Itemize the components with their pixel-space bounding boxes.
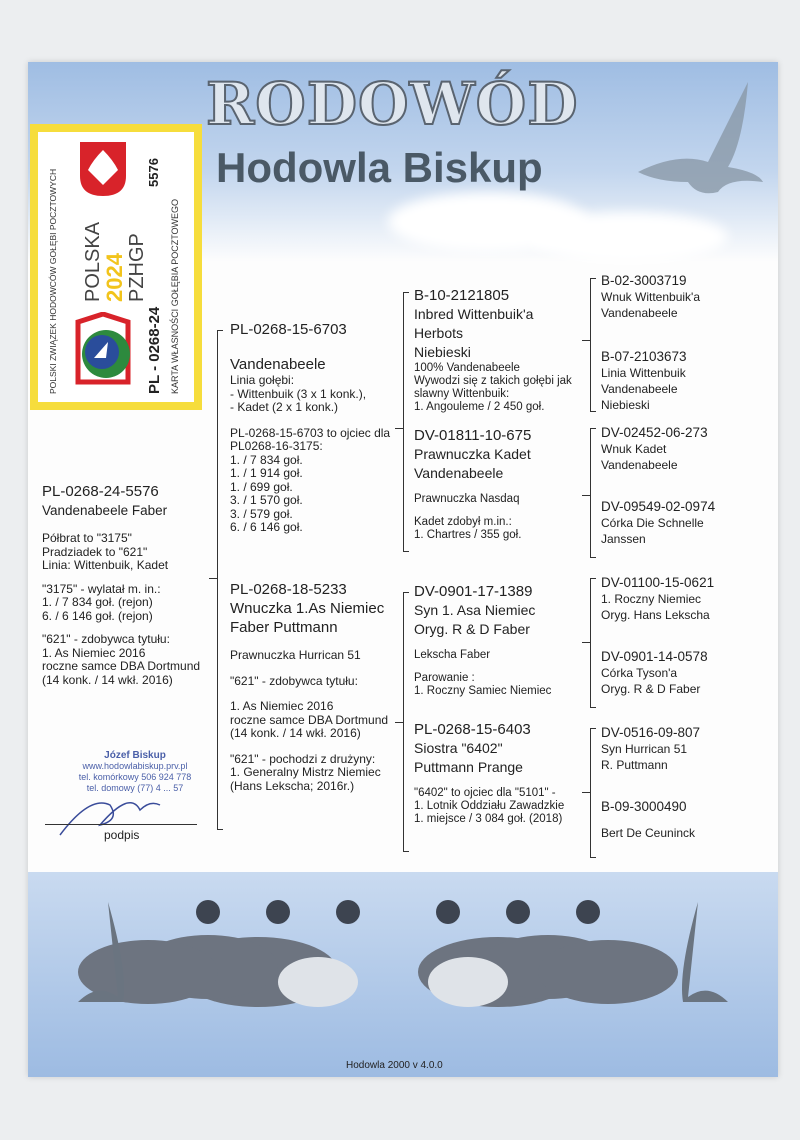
dam-note: Prawnuczka Hurrican 51 <box>230 648 361 662</box>
sire-note: 3. / 1 570 goł. <box>230 493 303 507</box>
sire-pigeon <box>230 320 390 535</box>
software-version: Hodowla 2000 v 4.0.0 <box>346 1060 443 1071</box>
connector <box>582 792 590 793</box>
dam-note: "621" - zdobywca tytułu: <box>230 673 358 688</box>
subject-note: roczne samce DBA Dortmund <box>42 659 201 673</box>
grandparent-note: Lekscha Faber <box>414 649 491 661</box>
great-grandparent-note: Vandenabeele <box>601 458 678 472</box>
signature-label: podpis <box>104 828 140 842</box>
great-grandparent-note: Niebieski <box>601 398 650 412</box>
great-grandparent <box>601 272 700 321</box>
eagle-emblem-icon <box>78 140 128 198</box>
grandparent-note: 1. miejsce / 3 084 goł. (2018) <box>414 813 563 825</box>
great-grandparent-note: Córka Die Schnelle <box>601 516 704 530</box>
subject-name: Vandenabeele Faber <box>42 503 168 518</box>
sire-name: Vandenabeele <box>230 356 326 373</box>
dam-ring: PL-0268-18-5233 <box>230 581 347 598</box>
grandparent-name: Siostra "6402" <box>414 740 503 756</box>
sire-note: Linia gołębi: <box>230 373 295 387</box>
bracket <box>590 428 596 558</box>
dam-note <box>230 741 388 753</box>
great-grandparent-note: Vandenabeele <box>601 306 678 320</box>
signature-line <box>45 824 197 825</box>
breeder-mobile: tel. komórkowy 506 924 778 <box>78 772 192 782</box>
grandparent-note: Wywodzi się z takich gołębi jak <box>414 375 572 387</box>
great-grandparent-ring: B-09-3000490 <box>601 799 687 814</box>
sire-ring: PL-0268-15-6703 <box>230 321 347 338</box>
dam-note: roczne samce DBA Dortmund <box>230 712 389 727</box>
connector <box>395 428 403 429</box>
great-grandparent-note: Oryg. R & D Faber <box>601 682 701 696</box>
grandparent-name: Herbots <box>414 325 464 341</box>
great-grandparent <box>601 724 700 773</box>
card-country: POLSKA <box>82 221 104 302</box>
dam-name: Wnuczka 1.As Niemiec <box>230 600 385 617</box>
great-grandparent-note: Wnuk Kadet <box>601 442 667 456</box>
sire-note: 1. / 699 goł. <box>230 479 293 494</box>
grandparent-note <box>414 777 564 787</box>
grandparent-note: 100% Vandenabeele <box>414 362 520 374</box>
grandparent-note: Parowanie : <box>414 672 475 684</box>
page-title: RODOWÓD <box>206 70 579 138</box>
bracket <box>590 278 596 412</box>
subject-note: 1. / 7 834 goł. (rejon) <box>42 595 153 609</box>
grandparent-name: Vandenabeele <box>414 465 504 481</box>
card-org: POLSKI ZWIĄZEK HODOWCÓW GOŁĘBI POCZTOWYCH <box>48 168 58 394</box>
loft-name: Hodowla Biskup <box>216 144 543 191</box>
parents-bracket <box>217 330 223 830</box>
subject-note: 6. / 6 146 goł. (rejon) <box>42 608 153 623</box>
dam-note: (14 konk. / 14 wkł. 2016) <box>230 726 361 740</box>
subject-note: 1. As Niemiec 2016 <box>42 645 146 660</box>
card-abbr: PZHGP <box>126 233 148 302</box>
great-grandparent <box>601 348 687 413</box>
great-grandparent-ring: DV-0516-09-807 <box>601 725 701 740</box>
card-caption: KARTA WŁASNOŚCI GOŁĘBIA POCZTOWEGO <box>170 198 180 394</box>
connector <box>582 340 590 341</box>
subject-note: "3175" - wylatał m. in.: <box>42 581 161 596</box>
bracket <box>590 728 596 858</box>
sire-note: PL-0268-15-6703 to ojciec dla <box>230 425 391 440</box>
subject-ring: PL-0268-24-5576 <box>42 483 159 500</box>
grandparent-name: Oryg. R & D Faber <box>414 621 530 637</box>
great-grandparent-note: Vandenabeele <box>601 382 678 396</box>
sire-note: - Kadet (2 x 1 konk.) <box>230 400 339 414</box>
dam-note: 1. As Niemiec 2016 <box>230 699 334 713</box>
grandparent-ring: DV-0901-17-1389 <box>414 583 533 600</box>
grandparent-ring: PL-0268-15-6403 <box>414 721 531 738</box>
subject-note: Linia: Wittenbuik, Kadet <box>42 558 169 572</box>
great-grandparent <box>601 424 708 473</box>
great-grandparent-note: Syn Hurrican 51 <box>601 742 688 756</box>
subject-pigeon <box>42 482 200 687</box>
grandparent-note: Kadet zdobył m.in.: <box>414 516 512 528</box>
dam-note: "621" - pochodzi z drużyny: <box>230 751 376 766</box>
grandparent-ring: B-10-2121805 <box>414 287 510 304</box>
card-number: 5576 <box>146 158 161 187</box>
grandparent-note <box>414 639 551 649</box>
dam-note: 1. Generalny Mistrz Niemiec <box>230 765 381 779</box>
great-grandparent-ring: B-07-2103673 <box>601 349 687 364</box>
pigeon-photo-band <box>28 872 778 1077</box>
sire-note <box>230 415 390 427</box>
grandparent-note: 1. Lotnik Oddziału Zawadzkie <box>414 800 565 812</box>
grandparent-name: Prawnuczka Kadet <box>414 446 531 462</box>
great-grandparent-note: Oryg. Hans Lekscha <box>601 608 710 622</box>
grandparent-name: Niebieski <box>414 344 471 360</box>
connector <box>209 578 217 579</box>
grandparent-note <box>414 483 531 493</box>
sire-parents-bracket <box>403 292 409 552</box>
grandparent-note <box>414 506 531 516</box>
card-year: 2024 <box>102 253 127 302</box>
great-grandparent-note: 1. Roczny Niemiec <box>601 592 702 606</box>
breeder-phone: tel. domowy (77) 4 ... 57 <box>86 783 184 793</box>
breeder-name: Józef Biskup <box>104 750 166 761</box>
subject-note: "621" - zdobywca tytułu: <box>42 632 170 646</box>
great-grandparent-ring: DV-02452-06-273 <box>601 425 708 440</box>
sire-name <box>230 339 390 355</box>
pzhgp-logo-icon <box>68 312 138 392</box>
bracket <box>590 578 596 708</box>
sire-note: 6. / 6 146 goł. <box>230 520 303 534</box>
subject-note: Półbrat to "3175" <box>42 531 132 545</box>
flying-pigeon-icon <box>618 72 768 212</box>
grandparent-note: 1. Roczny Samiec Niemiec <box>414 685 552 697</box>
great-grandparent-note: Janssen <box>601 532 646 546</box>
grandparent <box>414 426 531 542</box>
great-grandparent <box>601 798 695 841</box>
great-grandparent-note: R. Puttmann <box>601 758 668 772</box>
grandparent-note: 1. Angouleme / 2 450 goł. <box>414 401 545 413</box>
connector <box>582 495 590 496</box>
great-grandparent <box>601 498 715 547</box>
pigeons-illustration <box>28 872 778 1077</box>
grandparent <box>414 720 564 826</box>
great-grandparent <box>601 648 708 697</box>
dam-note: (Hans Lekscha; 2016r.) <box>230 778 355 793</box>
card-ring: PL - 0268-24 <box>146 306 163 394</box>
sire-note: 1. / 7 834 goł. <box>230 452 303 467</box>
great-grandparent-note: Córka Tyson'a <box>601 666 678 680</box>
dam-pigeon <box>230 580 388 793</box>
dam-name: Faber Puttmann <box>230 619 338 636</box>
subject-note: Pradziadek to "621" <box>42 544 148 559</box>
breeder-website[interactable]: www.hodowlabiskup.prv.pl <box>82 761 188 771</box>
grandparent-note: "6402" to ojciec dla "5101" - <box>414 787 556 799</box>
great-grandparent-ring: DV-0901-14-0578 <box>601 649 708 664</box>
grandparent <box>414 582 551 698</box>
grandparent-name: Syn 1. Asa Niemiec <box>414 602 536 618</box>
grandparent-ring: DV-01811-10-675 <box>414 427 532 444</box>
grandparent-note <box>414 662 551 672</box>
connector <box>582 642 590 643</box>
sire-note: 1. / 1 914 goł. <box>230 466 303 480</box>
great-grandparent-note: Bert De Ceuninck <box>601 826 696 840</box>
sire-note: - Wittenbuik (3 x 1 konk.), <box>230 386 367 401</box>
grandparent-note: Prawnuczka Nasdaq <box>414 493 520 505</box>
dam-parents-bracket <box>403 592 409 852</box>
connector <box>395 722 403 723</box>
ownership-card <box>30 124 202 410</box>
sire-note: PL0268-16-3175: <box>230 439 323 453</box>
grandparent-note: 1. Chartres / 355 goł. <box>414 529 522 541</box>
great-grandparent <box>601 574 714 623</box>
sire-note: 3. / 579 goł. <box>230 506 293 521</box>
great-grandparent-ring: DV-01100-15-0621 <box>601 575 715 590</box>
grandparent-name: Inbred Wittenbuik'a <box>414 306 534 322</box>
great-grandparent-note: Wnuk Wittenbuik'a <box>601 290 700 304</box>
grandparent-note: slawny Wittenbuik: <box>414 388 510 400</box>
dam-note <box>230 663 388 675</box>
great-grandparent-note <box>601 815 695 825</box>
great-grandparent-note: Linia Wittenbuik <box>601 366 686 380</box>
great-grandparent-ring: DV-09549-02-0974 <box>601 499 716 514</box>
grandparent-name: Puttmann Prange <box>414 759 523 775</box>
great-grandparent-ring: B-02-3003719 <box>601 273 687 288</box>
grandparent <box>414 286 572 414</box>
subject-note <box>42 573 200 583</box>
subject-note: (14 konk. / 14 wkł. 2016) <box>42 672 173 687</box>
